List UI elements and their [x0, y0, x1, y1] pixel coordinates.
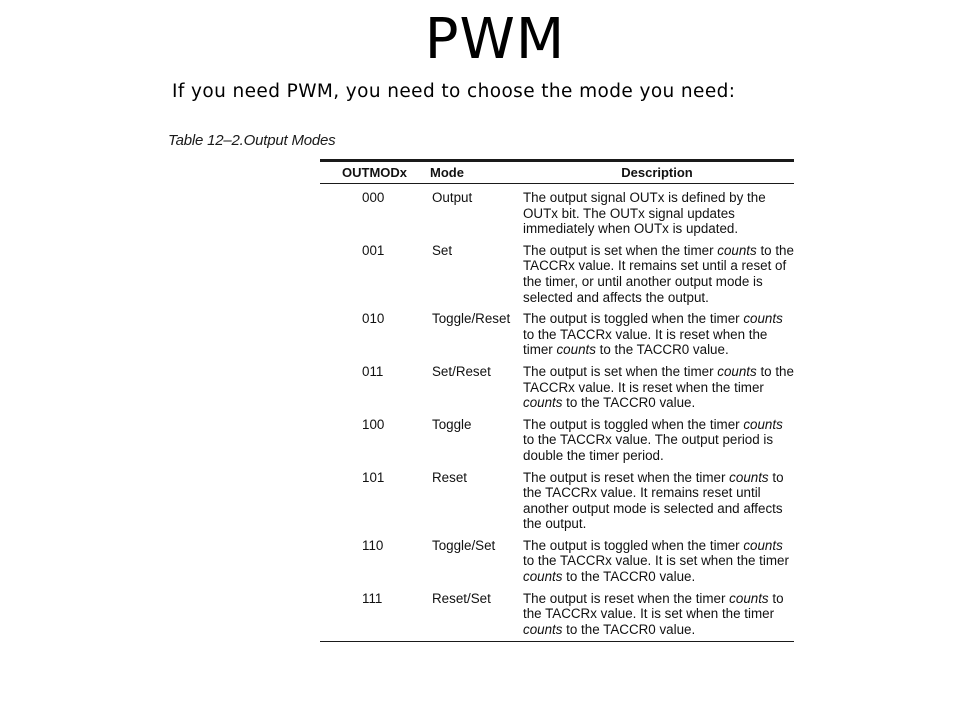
- row-code: 000: [362, 190, 385, 205]
- row-mode: Set: [432, 242, 453, 258]
- row-code: 111: [362, 590, 383, 606]
- row-description: The output is toggled when the timer counts to the TACCRx value. It is reset when the timer counts to the TACCR0 value.: [523, 311, 783, 358]
- table-row: [320, 411, 794, 464]
- row-code: 011: [362, 363, 384, 379]
- row-description: The output signal OUTx is defined by the OUTx bit. The OUTx signal updates immediately when OUTx is updated.: [523, 190, 766, 237]
- table-row: [320, 464, 794, 532]
- row-description: The output is set when the timer counts to the TACCRx value. It remains set until a reset of the timer, or until another output mode is selected and affects the output.: [523, 242, 794, 305]
- row-description: The output is set when the timer counts to the TACCRx value. It is reset when the timer counts to the TACCR0 value.: [523, 363, 794, 411]
- output-modes-table: [320, 159, 794, 642]
- header-outmodx: OUTMODx: [342, 164, 407, 180]
- row-mode: Reset: [432, 469, 467, 485]
- row-mode: Toggle/Set: [432, 537, 496, 553]
- header-mode: Mode: [430, 164, 464, 180]
- output-modes-table-container: [320, 159, 794, 642]
- row-description: The output is reset when the timer counts to the TACCRx value. It remains reset until another output mode is selected and affects the output.: [523, 469, 784, 532]
- table-row: [320, 585, 794, 642]
- row-mode: Output: [432, 190, 473, 205]
- slide-subtitle: If you need PWM, you need to choose the mode you need:: [172, 81, 736, 102]
- table-row: [320, 305, 794, 358]
- slide-title: PWM: [424, 7, 566, 72]
- table-row: [320, 184, 794, 237]
- table-row: [320, 532, 794, 585]
- row-mode: Set/Reset: [432, 363, 491, 379]
- row-mode: Toggle/Reset: [432, 311, 511, 327]
- table-row: [320, 237, 794, 305]
- row-description: The output is reset when the timer counts to the TACCRx value. It is set when the timer counts to the TACCR0 value.: [523, 590, 784, 637]
- header-description: Description: [621, 164, 693, 180]
- table-row: [320, 358, 794, 411]
- row-description: The output is toggled when the timer counts to the TACCRx value. The output period is double the timer period.: [523, 416, 783, 463]
- row-description: The output is toggled when the timer counts to the TACCRx value. It is set when the timer counts to the TACCR0 value.: [523, 537, 789, 585]
- row-code: 001: [362, 242, 385, 258]
- table-caption: Table 12–2.Output Modes: [168, 132, 336, 149]
- row-code: 101: [362, 469, 385, 485]
- table-header-row: [320, 161, 794, 184]
- row-code: 110: [362, 537, 384, 553]
- row-code: 010: [362, 311, 385, 327]
- row-mode: Toggle: [432, 416, 472, 432]
- row-code: 100: [362, 416, 385, 432]
- row-mode: Reset/Set: [432, 590, 491, 606]
